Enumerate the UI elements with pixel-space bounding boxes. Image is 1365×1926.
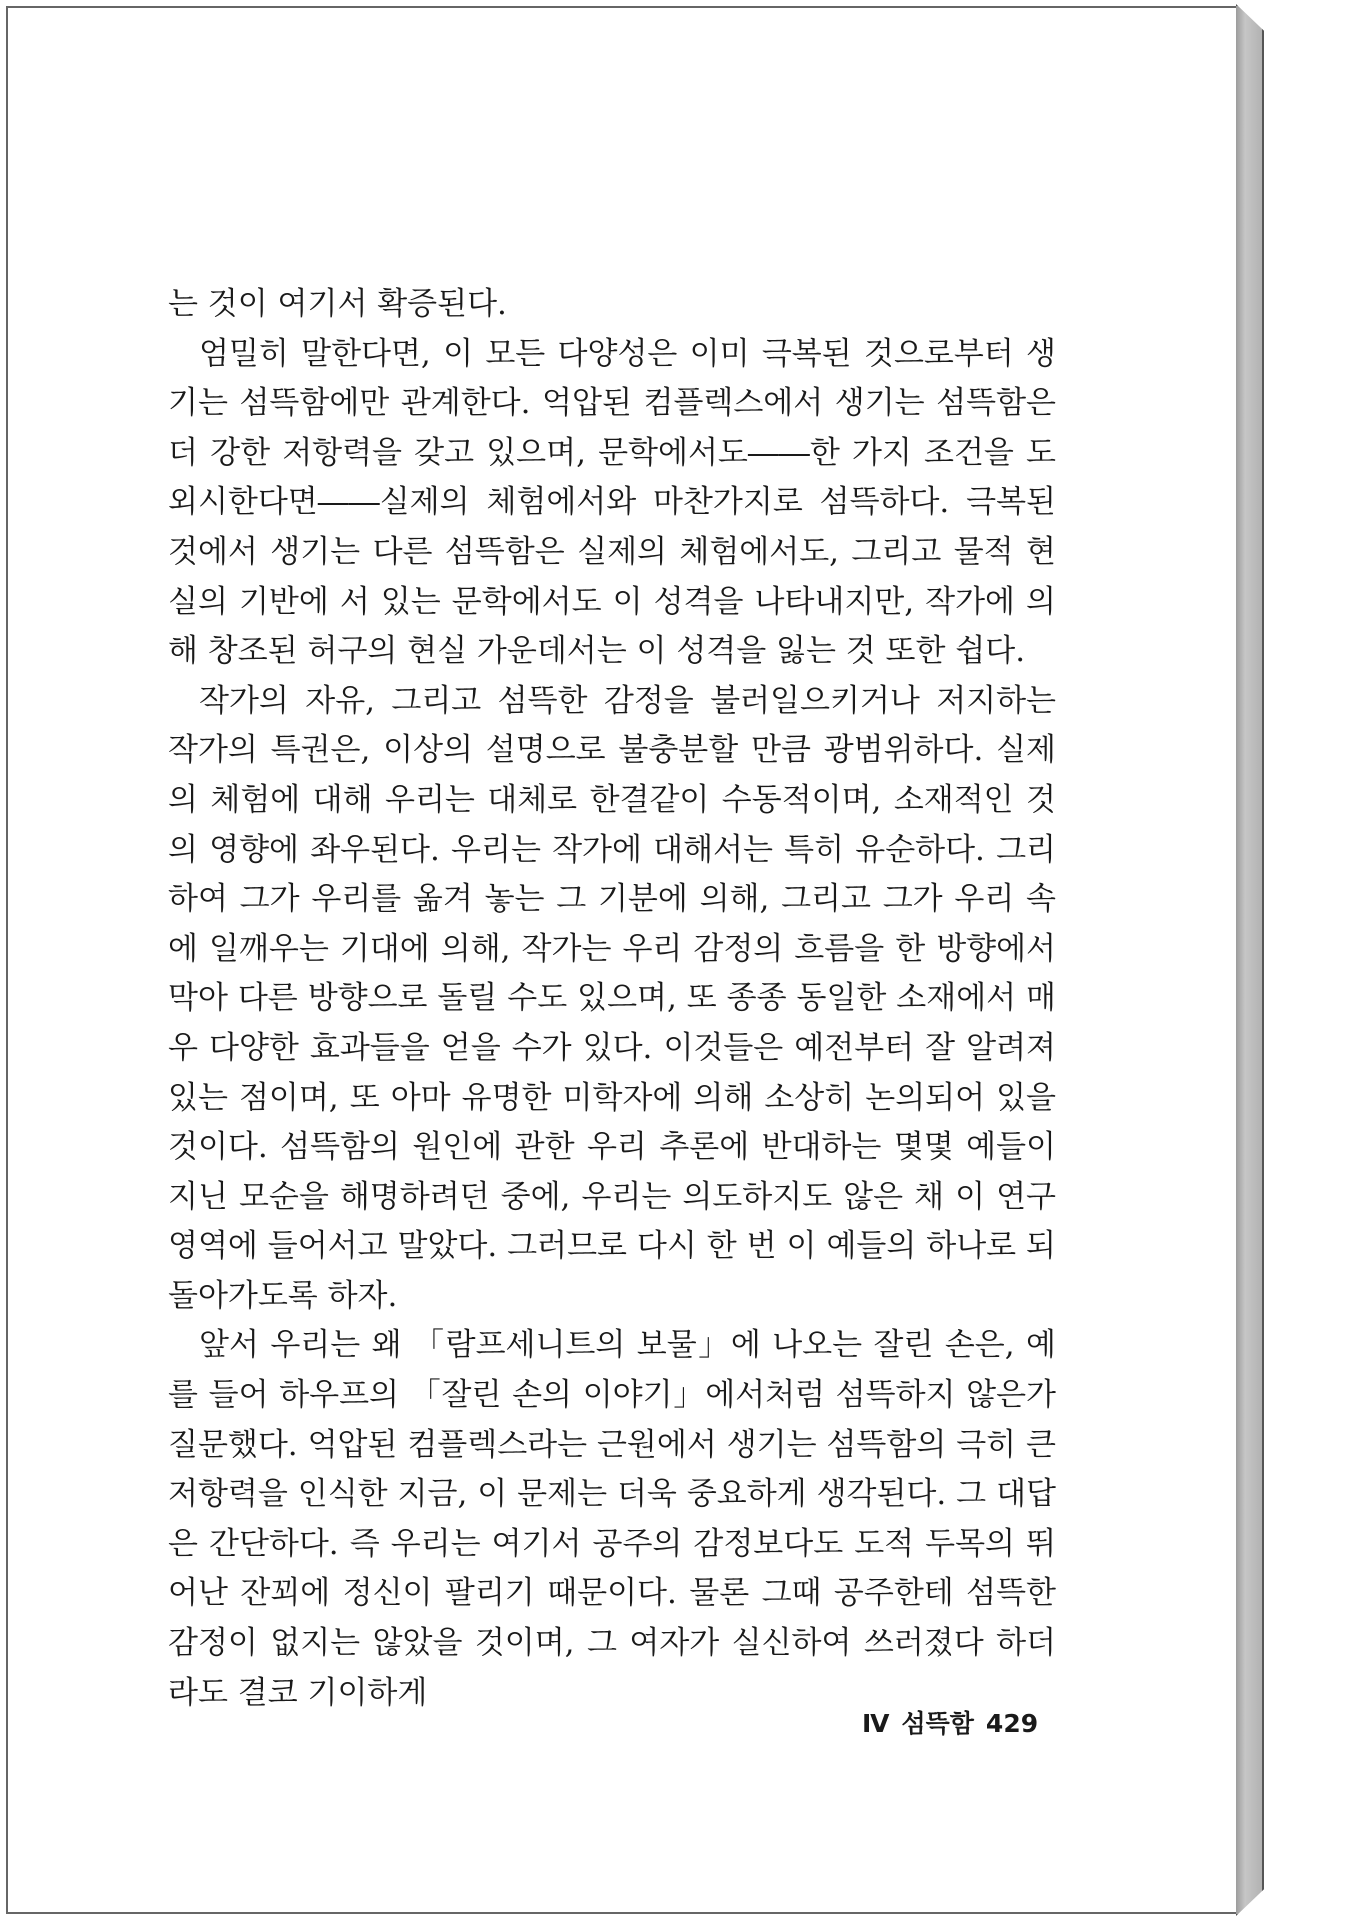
chapter-numeral: Ⅳ [862, 1709, 890, 1738]
paragraph: 는 것이 여기서 확증된다. [168, 286, 507, 322]
page-number: 429 [985, 1709, 1039, 1738]
section-title: 섬뜩함 [901, 1709, 974, 1738]
page-stack-edge [1236, 4, 1264, 1916]
paragraph: 작가의 자유, 그리고 섬뜩한 감정을 불러일으키거나 저지하는 작가의 특권은, 이상의 설명으로 불충분할 만큼 광범위하다. 실제의 체험에 대해 우리는 대체로 한결같이 수동적이며, 소재적인 것의 영향에 좌우된다. 우리는 작가에 대해서는 특히 유순하다. 그리하여 그가 우리를 옮겨 놓는 그 기분에 의해, 그리고 그가 우리 속에 일깨우는 기대에 의해, 작가는 우리 감정의 흐름을 한 방향에서 막아 다른 방향으로 돌릴 수도 있으며, 또 종종 동일한 소재에서 매우 다양한 효과들을 얻을 수가 있다. 이것들은 예전부터 잘 알려져 있는 점이며, 또 아마 유명한 미학자에 의해 소상히 논의되어 있을 것이다. 섬뜩함의 원인에 관한 우리 추론에 반대하는 몇몇 예들이 지닌 모순을 해명하려던 중에, 우리는 의도하지도 않은 채 이 연구영역에 들어서고 말았다. 그러므로 다시 한 번 이 예들의 하나로 되돌아가도록 하자. [168, 682, 1056, 1314]
page-sheet [6, 6, 1238, 1914]
body-text [168, 280, 1056, 1718]
paragraph: 앞서 우리는 왜 「람프세니트의 보물」에 나오는 잘린 손은, 예를 들어 하우프의 「잘린 손의 이야기」에서처럼 섬뜩하지 않은가 질문했다. 억압된 컴플렉스라는 근원에서 생기는 섬뜩함의 극히 큰 저항력을 인식한 지금, 이 문제는 더욱 중요하게 생각된다. 그 대답은 간단하다. 즉 우리는 여기서 공주의 감정보다도 도적 두목의 뛰어난 잔꾀에 정신이 팔리기 때문이다. 물론 그때 공주한테 섬뜩한 감정이 없지는 않았을 것이며, 그 여자가 실신하여 쓰러졌다 하더라도 결코 기이하게 [168, 1327, 1056, 1711]
running-footer [862, 1704, 1050, 1740]
paragraph: 엄밀히 말한다면, 이 모든 다양성은 이미 극복된 것으로부터 생기는 섬뜩함에만 관계한다. 억압된 컴플렉스에서 생기는 섬뜩함은 더 강한 저항력을 갖고 있으며, 문학에서도――한 가지 조건을 도외시한다면――실제의 체험에서와 마찬가지로 섬뜩하다. 극복된 것에서 생기는 다른 섬뜩함은 실제의 체험에서도, 그리고 물적 현실의 기반에 서 있는 문학에서도 이 성격을 나타내지만, 작가에 의해 창조된 허구의 현실 가운데서는 이 성격을 잃는 것 또한 쉽다. [168, 335, 1056, 670]
